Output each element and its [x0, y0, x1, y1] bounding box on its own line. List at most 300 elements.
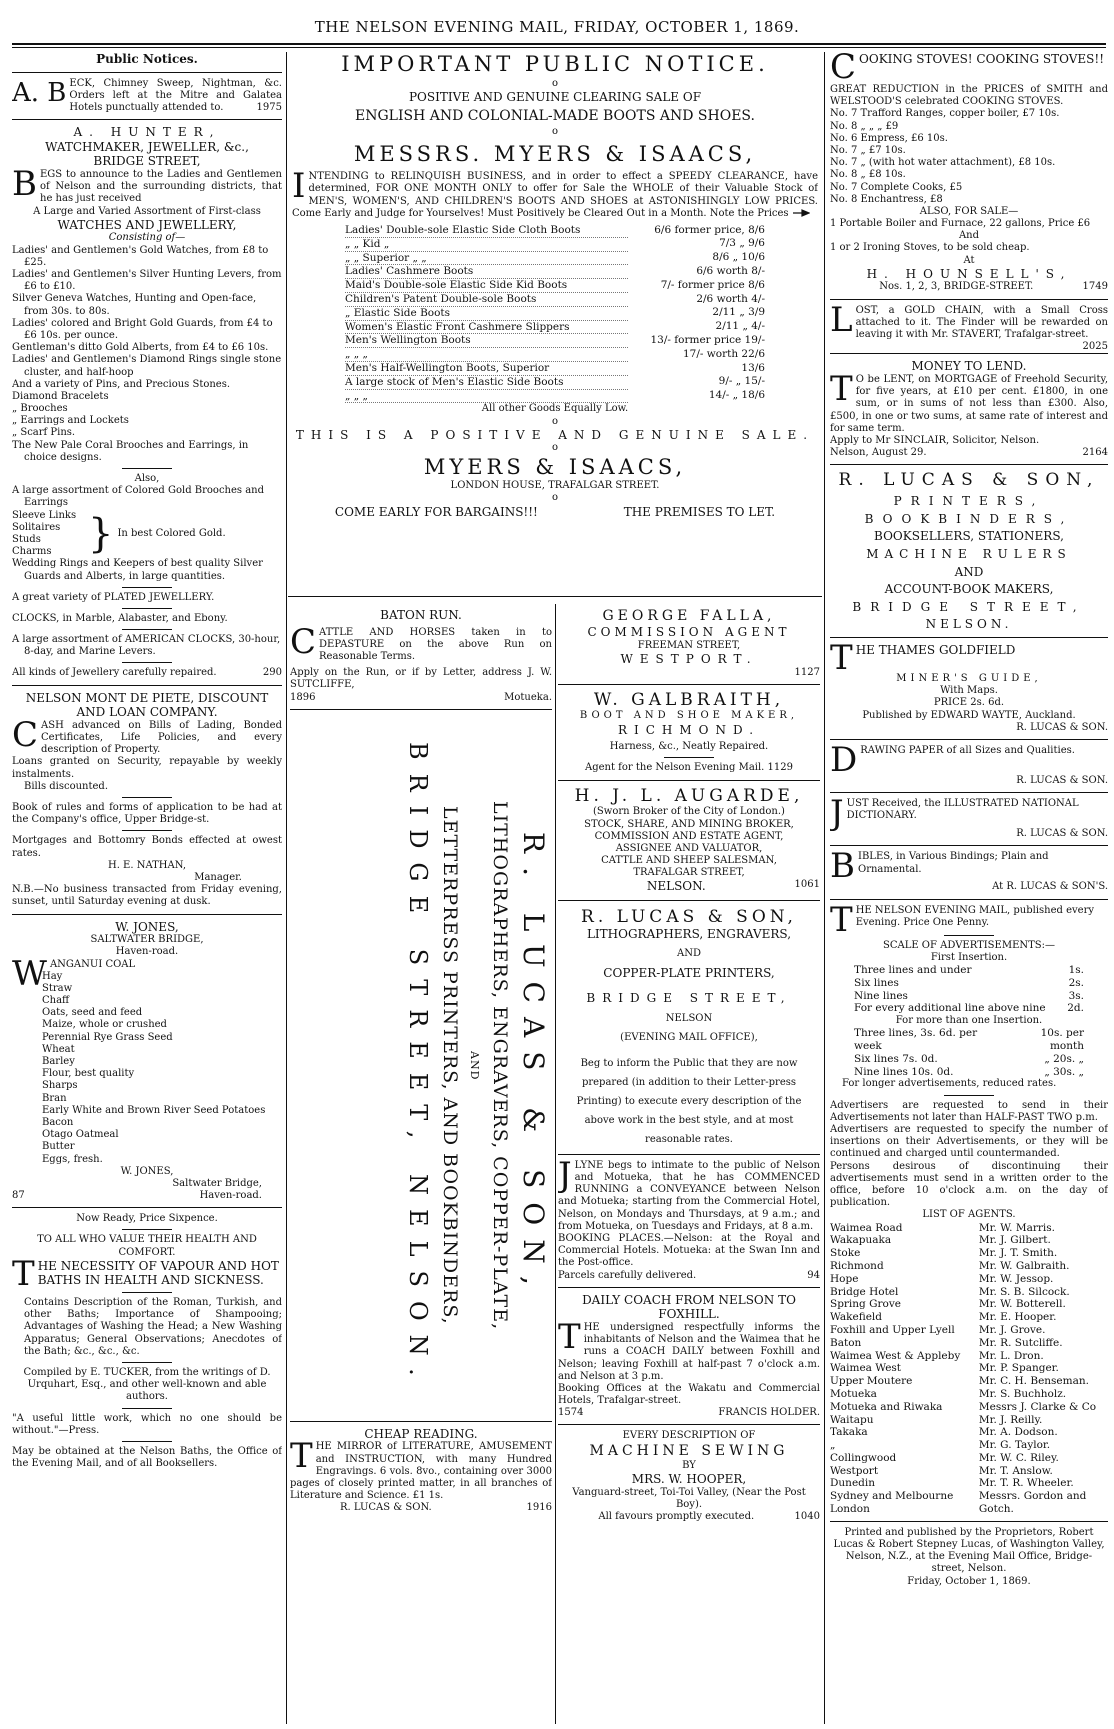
sewing-title: MACHINE SEWING — [589, 1442, 789, 1459]
lyne-text: LYNE begs to intimate to the public of Nelson and Motueka, that he has COMMENCED RUNNING a CONVEYANCE between Nelson and Motueka; starting from the Commercial Hotel, Nelson, on Mondays and Thursdays, at 9 a.m.; and from Motueka, on Tuesdays and Fridays, at 8 a.m. — [558, 1159, 820, 1232]
list-item: Charms — [12, 546, 52, 558]
mail-req: Advertisers are requested to send in their Advertisements not later than HALF-PAST TWO p.m. — [830, 1099, 1108, 1123]
agent-row — [830, 1234, 1108, 1247]
jones-items — [12, 971, 282, 1166]
galbraith-harness: Harness, &c., Neatly Repaired. — [609, 741, 769, 753]
price-value: 7/- former price 8/6 — [660, 278, 765, 291]
price-item: „ Elastic Side Boots — [345, 306, 628, 320]
stoves-firm: H. HOUNSELL'S, — [866, 266, 1072, 281]
mont-signer: H. E. NATHAN, — [107, 859, 187, 871]
agent-name: Mr. T. R. Wheeler. — [978, 1477, 1074, 1490]
agent-place: Waimea West — [830, 1362, 902, 1375]
jones-sign: Haven-road. — [199, 1190, 262, 1202]
hunter-street: BRIDGE STREET, — [93, 154, 201, 169]
rate-row — [854, 1066, 1084, 1079]
agent-row — [830, 1490, 1108, 1503]
table-row — [345, 389, 765, 403]
bibles-at: At R. LUCAS & SON'S. — [992, 881, 1108, 893]
column-5 — [830, 52, 1108, 1722]
stove-item: No. 8 „ „ „ £9 — [830, 120, 899, 132]
galbraith-name: W. GALBRAITH, — [593, 689, 785, 710]
lost-text: OST, a GOLD CHAIN, with a Small Cross attached to it. The Finder will be rewarded on leaving it with Mr. STAVERT, Trafalgar-street. — [855, 304, 1108, 340]
table-row — [345, 375, 765, 389]
brace-group — [12, 510, 282, 559]
ad-number: 1574 — [558, 1407, 584, 1419]
notice-sub: POSITIVE AND GENUINE CLEARING SALE OF — [408, 89, 702, 104]
table-row — [345, 348, 765, 362]
tucker-compiled: Compiled by E. TUCKER, from the writings of D. Urquhart, Esq., and other well-known and able authors. — [23, 1367, 271, 1403]
list-item: Bacon — [42, 1116, 74, 1128]
lucas-line: BOOKSELLERS, STATIONERS, — [874, 529, 1064, 544]
agent-place: Baton — [830, 1336, 862, 1349]
list-item: Ladies' and Gentlemen's Silver Hunting Levers, from £6 to £10. — [12, 269, 282, 293]
hunter-repaired: All kinds of Jewellery carefully repaired. — [12, 667, 217, 679]
rate-row — [854, 1002, 1084, 1015]
augarde-street: TRAFALGAR STREET, — [633, 867, 745, 879]
stoves-addr: Nos. 1, 2, 3, BRIDGE-STREET. — [879, 281, 1034, 293]
agent-row — [830, 1439, 1108, 1452]
agent-row — [830, 1311, 1108, 1324]
hunter-consisting: Consisting of— — [108, 232, 186, 244]
ad-number: 2025 — [1082, 341, 1108, 353]
brace-items — [12, 510, 84, 559]
jones-ad — [12, 920, 282, 1203]
separator: o — [551, 442, 559, 454]
tucker-press: "A useful little work, which no one should be without."—Press. — [12, 1412, 282, 1436]
mont-text: Book of rules and forms of application to be had at the Company's office, Upper Bridge-st. — [12, 802, 282, 826]
hunter-plated: A great variety of PLATED JEWELLERY. — [12, 591, 215, 603]
agent-place: Waitapu — [830, 1413, 874, 1426]
money-date: Nelson, August 29. — [830, 447, 927, 459]
lucas-office: (EVENING MAIL OFFICE), — [620, 1031, 758, 1043]
agent-name: Mr. G. Taylor. — [978, 1439, 1051, 1452]
drop-cap: W — [12, 953, 47, 994]
section-heading: Public Notices. — [96, 52, 198, 66]
separator: o — [551, 415, 559, 427]
mail-text: HE NELSON EVENING MAIL, published every Evening. Price One Penny. — [855, 904, 1095, 928]
list-item: Barley — [42, 1056, 75, 1067]
mail-first: First Insertion. — [930, 951, 1008, 963]
list-item: Oats, seed and feed — [42, 1007, 143, 1019]
falla-name: GEORGE FALLA, — [602, 608, 776, 624]
agent-row — [830, 1247, 1108, 1260]
mail-req: Advertisers are requested to specify the number of insertions on their Advertisements, or they will be continued and charged until countermanded. — [830, 1124, 1108, 1160]
list-item: Eggs, fresh. — [42, 1153, 103, 1165]
agents-table — [830, 1222, 1108, 1516]
ad-number: 1975 — [256, 102, 282, 113]
column-4 — [558, 608, 820, 1722]
agent-row — [830, 1375, 1108, 1388]
drop-cap: T — [830, 638, 853, 679]
agent-place: Collingwood — [830, 1451, 897, 1464]
agent-name: Messrs J. Clarke & Co — [978, 1400, 1097, 1413]
hunter-also: Also, — [134, 473, 160, 484]
price-value: 17/- worth 22/6 — [682, 347, 765, 360]
vertical-lines — [401, 716, 552, 1416]
cheap-firm: R. LUCAS & SON. — [340, 1502, 432, 1514]
masthead-rule-thin — [12, 47, 1106, 48]
ad-number: 1061 — [794, 879, 820, 891]
separator: o — [551, 492, 559, 504]
agent-name: Mr. T. Anslow. — [978, 1464, 1053, 1477]
table-row — [345, 334, 765, 348]
jones-sign: Saltwater Bridge, — [172, 1177, 262, 1189]
augarde-lines — [558, 819, 820, 868]
rate-label: Three lines, 3s. 6d. per week — [854, 1027, 978, 1053]
stove-item: No. 8 Enchantress, £8 — [830, 193, 943, 205]
agent-row — [830, 1465, 1108, 1478]
tucker-ready: Now Ready, Price Sixpence. — [76, 1213, 218, 1225]
list-item: Straw — [42, 982, 73, 994]
agent-name: Mr. W. Jessop. — [978, 1272, 1054, 1285]
rate-row — [854, 1027, 1084, 1053]
baton-text: ATTLE AND HORSES taken in to DEPASTURE on the above Run on Reasonable Terms. — [319, 626, 552, 662]
rate-value: „ 30s. „ — [1044, 1065, 1084, 1078]
hunter-wedding: Wedding Rings and Keepers of best quality Silver Guards and Alberts, in large quantities. — [12, 558, 263, 582]
agent-row — [830, 1388, 1108, 1401]
hunter-assortment: A Large and Varied Assortment of First-class — [33, 205, 261, 217]
agent-row — [830, 1362, 1108, 1375]
rate-label: Nine lines — [854, 989, 908, 1002]
price-value: 9/- „ 15/- — [718, 375, 765, 388]
price-item: „ „ „ — [345, 389, 628, 403]
tucker-to-all: TO ALL WHO VALUE THEIR HEALTH AND COMFORT. — [37, 1234, 257, 1258]
notice-intro: NTENDING to RELINQUISH BUSINESS, and in order to effect a SPEEDY CLEARANCE, have determined, FOR ONE MONTH ONLY to offer for Sale the WHOLE of their Valuable Stock of MEN'S, WOMEN'S, AND CHILDREN'S BOOTS AND SHOES at ASTONISHINGLY LOW PRICES. Come Early and Judge for Yourselves! Must Positively be Cleared Out in a Month. Note the Prices — [292, 171, 818, 219]
table-row — [345, 224, 765, 237]
hunter-ad — [12, 125, 282, 679]
stove-item: No. 6 Empress, £6 10s. — [830, 132, 948, 144]
lucas5-name: R. LUCAS & SON, — [838, 470, 1100, 491]
price-item: Ladies' Cashmere Boots — [345, 265, 628, 279]
pointing-hand-icon — [792, 208, 810, 218]
agent-place: Stoke — [830, 1247, 861, 1260]
list-item: „ Scarf Pins. — [12, 427, 76, 439]
stoves-irons: 1 or 2 Ironing Stoves, to be sold cheap. — [830, 242, 1030, 254]
jones-heading: ANGANUI COAL — [49, 958, 136, 970]
agent-row — [830, 1260, 1108, 1273]
vertical-line: LITHOGRAPHERS, ENGRAVERS, COPPER-PLATE, — [489, 801, 511, 1331]
agent-name: Mr. W. Botterell. — [978, 1298, 1066, 1311]
agent-place: Wakefield — [830, 1311, 883, 1324]
ad-number: 1040 — [794, 1510, 820, 1522]
positive-sale: THIS IS A POSITIVE AND GENUINE SALE. — [295, 427, 815, 442]
agent-place: Motueka — [830, 1387, 877, 1400]
stove-items — [830, 108, 1108, 206]
ad-number: 1916 — [526, 1502, 552, 1514]
lucas-line: NELSON. — [925, 617, 1013, 632]
jones-sign: W. JONES, — [120, 1165, 174, 1177]
all-other: All other Goods Equally Low. — [481, 403, 629, 415]
rate-row — [854, 964, 1084, 977]
list-item: Diamond Bracelets — [12, 390, 109, 402]
baton-title: BATON RUN. — [380, 608, 462, 622]
list-item: „ Brooches — [12, 403, 68, 415]
baton-place: Motueka. — [504, 691, 552, 703]
stoves-title: OOKING STOVES! COOKING STOVES!! — [859, 52, 1105, 66]
beck-text: ECK, Chimney Sweep, Nightman, &c. Orders left at the Mitre and Galatea Hotels punctually attended to. — [69, 77, 282, 113]
agent-name: Messrs. Gordon and — [978, 1490, 1087, 1503]
drop-cap: T — [290, 1436, 313, 1477]
lucas-line: ACCOUNT-BOOK MAKERS, — [884, 582, 1054, 597]
stove-item: No. 7 Complete Cooks, £5 — [830, 181, 963, 193]
stove-item: No. 7 „ £7 10s. — [830, 144, 906, 156]
augarde-line: ASSIGNEE AND VALUATOR, — [615, 842, 763, 854]
vertical-line: BRIDGE STREET, NELSON. — [404, 741, 432, 1390]
list-item: The New Pale Coral Brooches and Earrings, in choice designs. — [12, 439, 249, 463]
table-row — [345, 279, 765, 293]
drop-cap: I — [292, 166, 306, 207]
lucas-and: AND — [677, 948, 701, 960]
agent-row — [830, 1286, 1108, 1299]
galbraith-agent: Agent for the Nelson Evening Mail. — [585, 762, 765, 774]
money-title: MONEY TO LEND. — [911, 359, 1027, 374]
firm-name-2: MYERS & ISAACS, — [423, 454, 687, 479]
list-item: Perennial Rye Grass Seed — [42, 1031, 173, 1043]
column-1 — [12, 52, 282, 1722]
drawing-text: RAWING PAPER of all Sizes and Qualities. — [860, 744, 1075, 756]
lucas-street: BRIDGE STREET, — [586, 990, 792, 1005]
lucas-line: PRINTERS, — [893, 494, 1045, 509]
falla-street: FREEMAN STREET, — [637, 639, 741, 651]
bibles-text: IBLES, in Various Bindings; Plain and Ornamental. — [858, 851, 1049, 875]
imprint-date: Friday, October 1, 1869. — [907, 1575, 1031, 1587]
agent-row — [830, 1414, 1108, 1427]
agent-row — [830, 1273, 1108, 1286]
coach-booking: Booking Offices at the Wakatu and Commercial Hotels, Trafalgar-street. — [558, 1382, 820, 1407]
mont-text: ASH advanced on Bills of Lading, Bonded Certificates, Life Policies, and every description of Property. — [41, 719, 282, 756]
list-item: Solitaires — [12, 521, 61, 533]
mail-req: Persons desirous of discontinuing their advertisements must send in a written order to the office, before 10 o'clock a.m. on the day of publication. — [830, 1160, 1108, 1209]
hunter-clocks: CLOCKS, in Marble, Alabaster, and Ebony. — [12, 612, 228, 624]
column-rule — [286, 52, 287, 1724]
mail-more: For more than one Insertion. — [895, 1015, 1043, 1027]
rate-row — [854, 990, 1084, 1003]
stoves-boiler: 1 Portable Boiler and Furnace, 22 gallons, Price £6 — [830, 218, 1091, 230]
agent-place: Motueka and Riwaka — [830, 1400, 943, 1413]
rates-table-2 — [854, 1027, 1084, 1078]
list-item: Sleeve Links — [12, 509, 77, 521]
augarde-name: H. J. L. AUGARDE, — [574, 785, 804, 806]
agents-title: LIST OF AGENTS. — [922, 1209, 1016, 1221]
drop-cap: C — [830, 52, 857, 87]
column-rule — [824, 52, 825, 1724]
price-value: 2/6 worth 4/- — [696, 292, 765, 305]
augarde-sworn: (Sworn Broker of the City of London.) — [593, 806, 785, 818]
rate-label: For every additional line above nine — [854, 1002, 1046, 1015]
agent-name: Mr. A. Dodson. — [978, 1426, 1058, 1439]
drop-cap: T — [12, 1253, 35, 1294]
tucker-ad — [12, 1213, 282, 1470]
london-house: LONDON HOUSE, TRAFALGAR STREET. — [450, 480, 660, 492]
dict-firm: R. LUCAS & SON. — [1016, 828, 1108, 840]
price-item: Ladies' Double-sole Elastic Side Cloth Boots — [345, 224, 628, 237]
agent-row — [830, 1426, 1108, 1439]
agent-row — [830, 1298, 1108, 1311]
augarde-town: NELSON. — [646, 879, 706, 894]
separator: o — [551, 77, 559, 89]
ad-number: 290 — [262, 667, 282, 679]
table-row — [345, 265, 765, 279]
myers-isaacs-notice — [292, 52, 818, 607]
agent-name: Mr. S. B. Silcock. — [978, 1285, 1070, 1298]
money-apply: Apply to Mr SINCLAIR, Solicitor, Nelson. — [830, 434, 1040, 446]
list-item: „ Earrings and Lockets — [12, 415, 129, 427]
rate-label: Six lines — [854, 976, 899, 989]
price-item: Men's Wellington Boots — [345, 334, 628, 348]
rate-row — [854, 1053, 1084, 1066]
list-item: Flour, best quality — [42, 1068, 135, 1080]
ad-number: 87 — [12, 1190, 25, 1202]
thames-firm: R. LUCAS & SON. — [1016, 721, 1108, 733]
agent-place: Richmond — [830, 1259, 884, 1272]
hunter-american: A large assortment of AMERICAN CLOCKS, 30-hour, 8-day, and Marine Levers. — [12, 634, 281, 658]
jones-place: SALTWATER BRIDGE, — [90, 934, 204, 946]
agent-row — [830, 1222, 1108, 1235]
drop-cap: A. B — [12, 77, 67, 108]
lucas-line: MACHINE RULERS — [866, 546, 1072, 561]
lucas-line: AND — [954, 564, 984, 579]
list-item: Wheat — [42, 1043, 75, 1055]
agent-name: Mr. W. C. Riley. — [978, 1451, 1059, 1464]
table-row — [345, 251, 765, 265]
lucas5-lines — [830, 494, 1108, 632]
thames-pub: Published by EDWARD WAYTE, Auckland. — [862, 709, 1076, 721]
price-value: 2/11 „ 3/9 — [712, 306, 765, 319]
rate-value: „ 20s. „ — [1044, 1052, 1084, 1065]
drop-cap: J — [558, 1154, 572, 1195]
agent-place: Dunedin — [830, 1477, 875, 1490]
coach-text: HE undersigned respectfully informs the inhabitants of Nelson and the Waimea that he runs a COACH DAILY between Foxhill and Nelson; leaving Foxhill at half-past 7 o'clock a.m. and Nelson at 3 p.m. — [558, 1321, 820, 1382]
list-item: Otago Oatmeal — [42, 1129, 119, 1141]
ad-number: 1129 — [767, 762, 793, 774]
lucas-line1: LITHOGRAPHERS, ENGRAVERS, — [586, 927, 792, 942]
hunter-name: A. HUNTER, — [73, 125, 221, 140]
agent-name: Mr. L. Dron. — [978, 1349, 1044, 1362]
agent-place: London — [830, 1503, 870, 1516]
column-rule — [555, 604, 556, 1724]
agent-place: Westport — [830, 1464, 879, 1477]
price-table — [345, 224, 765, 403]
rate-label: Three lines and under — [854, 963, 972, 976]
notice-sub2: ENGLISH AND COLONIAL-MADE BOOTS AND SHOES. — [355, 108, 755, 125]
mont-text: Mortgages and Bottomry Bonds effected at owest rates. — [12, 835, 282, 859]
list-item: Butter — [42, 1141, 75, 1153]
price-value: 13/6 — [741, 361, 765, 374]
agent-name: Mr. P. Spanger. — [978, 1362, 1059, 1375]
price-value: 6/6 worth 8/- — [696, 264, 765, 277]
lucas-body: Beg to inform the Public that they are now prepared (in addition to their Letter-press Printing) to execute every description of the above work in the best style, and at most reasonable rates. — [576, 1057, 802, 1145]
list-item: Sharps — [42, 1080, 78, 1092]
dict-text: UST Received, the ILLUSTRATED NATIONAL DICTIONARY. — [846, 798, 1079, 822]
ad-number: 2164 — [1082, 447, 1108, 459]
jones-road: Haven-road. — [115, 946, 179, 958]
tucker-title: HE NECESSITY OF VAPOUR AND HOT BATHS IN HEALTH AND SICKNESS. — [37, 1258, 279, 1288]
lyne-parcels: Parcels carefully delivered. — [558, 1269, 697, 1281]
hunter-trade: WATCHMAKER, JEWELLER, &c., — [45, 139, 249, 154]
baton-apply: Apply on the Run, or if by Letter, address J. W. SUTCLIFFE, — [290, 667, 552, 691]
ad-number: 94 — [807, 1269, 820, 1281]
price-value: 6/6 former price, 8/6 — [654, 224, 765, 237]
table-row — [345, 362, 765, 376]
list-item: Maize, whole or crushed — [42, 1019, 167, 1031]
agent-row — [830, 1401, 1108, 1414]
sewing-all: All favours promptly executed. — [598, 1510, 755, 1522]
thames-price: PRICE 2s. 6d. — [933, 697, 1005, 709]
agent-row — [830, 1324, 1108, 1337]
agent-place: Foxhill and Upper Lyell — [830, 1323, 955, 1336]
drop-cap: C — [290, 621, 317, 662]
cheap-title: CHEAP READING. — [364, 1426, 478, 1441]
mont-title: NELSON MONT DE PIETE, DISCOUNT AND LOAN COMPANY. — [25, 690, 269, 720]
price-value: 7/3 „ 9/6 — [719, 237, 765, 250]
ad-number: 1749 — [1082, 281, 1108, 293]
coach-signer: FRANCIS HOLDER. — [718, 1407, 820, 1419]
price-value: 2/11 „ 4/- — [715, 320, 765, 333]
price-value: 8/6 „ 10/6 — [712, 251, 765, 264]
agent-place: Waimea West & Appleby — [830, 1349, 961, 1362]
imprint: Printed and published by the Proprietors, Robert Lucas & Robert Stepney Lucas, of Washington Valley, Nelson, N.Z., at the Evening Mail Office, Bridge-street, Nelson. — [833, 1526, 1105, 1575]
augarde-line: CATTLE AND SHEEP SALESMAN, — [601, 855, 777, 867]
rate-value: 1s. — [1068, 963, 1084, 976]
ad-number: 1896 — [290, 691, 316, 703]
list-item: And a variety of Pins, and Precious Stones. — [12, 378, 231, 390]
price-item: A large stock of Men's Elastic Side Boots — [345, 375, 628, 389]
agent-place: Spring Grove — [830, 1298, 901, 1311]
agent-row — [830, 1350, 1108, 1363]
price-value: 13/- former price 19/- — [650, 333, 765, 346]
cheap-text: HE MIRROR of LITERATURE, AMUSEMENT and INSTRUCTION, with many Hundred Engravings. 6 vols. 8vo., containing over 3000 pages of closely printed matter, in all branches of Literature and Science. £1 1s. — [290, 1441, 552, 1502]
beck-ad — [12, 78, 282, 115]
firm-name: MESSRS. MYERS & ISAACS, — [353, 141, 757, 166]
stove-item: No. 7 Trafford Ranges, copper boiler, £7 10s. — [830, 108, 1060, 120]
list-item: Chaff — [42, 995, 70, 1007]
agent-place: Upper Moutere — [830, 1375, 913, 1388]
agent-name: Mr. J. T. Smith. — [978, 1247, 1058, 1260]
brace-glyph: } — [88, 510, 114, 557]
lucas-line: BRIDGE STREET, — [852, 599, 1086, 614]
coach-title: DAILY COACH FROM NELSON TO FOXHILL. — [582, 1292, 796, 1322]
thames-guide: MINER'S GUIDE, — [896, 673, 1042, 685]
augarde-line: COMMISSION AND ESTATE AGENT, — [594, 830, 784, 842]
list-item: Gentleman's ditto Gold Alberts, from £4 to £6 10s. — [12, 342, 269, 354]
table-row — [345, 293, 765, 307]
masthead-rule — [12, 43, 1106, 45]
rates-table — [854, 964, 1084, 1015]
agent-name: Mr. R. Sutcliffe. — [978, 1336, 1063, 1349]
drop-cap: T — [558, 1316, 581, 1357]
agent-row — [830, 1337, 1108, 1350]
come-early: COME EARLY FOR BARGAINS!!! — [334, 504, 538, 519]
falla-town: WESTPORT. — [620, 651, 758, 666]
mont-role: Manager. — [194, 871, 242, 883]
mont-text: Loans granted on Security, repayable by weekly instalments. — [12, 756, 282, 780]
galbraith-town: RICHMOND. — [617, 722, 761, 737]
drawing-firm: R. LUCAS & SON. — [1016, 774, 1108, 786]
table-row — [345, 237, 765, 251]
mont-nb: N.B.—No business transacted from Friday evening, sunset, until Saturday evening at dusk. — [12, 884, 282, 908]
price-value: 14/- „ 18/6 — [708, 389, 765, 402]
ad-number: 1127 — [794, 666, 820, 678]
lucas-town: NELSON — [665, 1013, 713, 1025]
hunter-items — [12, 245, 282, 464]
separator: o — [551, 125, 559, 137]
vertical-line: LETTERPRESS PRINTERS, AND BOOKBINDERS, — [439, 806, 461, 1326]
stove-item: No. 7 „ (with hot water attachment), £8 10s. — [830, 157, 1056, 169]
galbraith-role: BOOT AND SHOE MAKER, — [579, 710, 799, 722]
notice-title: IMPORTANT PUBLIC NOTICE. — [341, 52, 769, 76]
agent-row — [830, 1452, 1108, 1465]
mont-ad — [12, 691, 282, 909]
